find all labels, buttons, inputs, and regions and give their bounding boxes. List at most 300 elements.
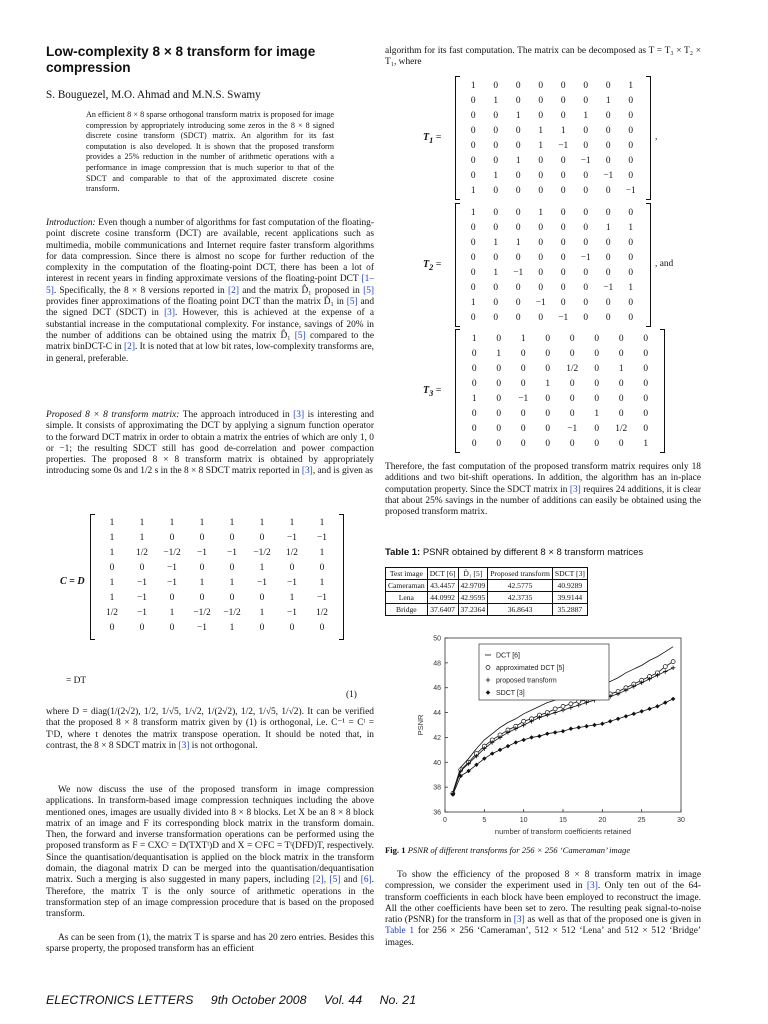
matrix-cell: 0: [538, 252, 544, 263]
matrix-row: [462, 295, 642, 310]
matrix-cell: 0: [259, 532, 265, 543]
matrix-t1-label: $T_1$ =: [423, 132, 442, 145]
ref-link[interactable]: [5]: [294, 330, 306, 341]
ref-link[interactable]: [2]: [228, 285, 239, 296]
matrix-cell: −1: [257, 577, 267, 588]
table-cell: 39.9144: [552, 592, 587, 604]
abstract: An efficient 8 × 8 sparse orthogonal transform matrix is proposed for image compression by appropriately introducing some zeros in the 8 × 8 signed discrete cosine transform (SDCT) matrix. An algorithm for its fast computation is also developed. It is shown that the proposed transform provides a 25% reduction in the number of arithmetic operations with a performance in image compression that is much superior to that of the SDCT and comparable to that of the approximated discrete cosine transform.: [86, 110, 334, 194]
matrix-cell: 0: [229, 562, 235, 573]
matrix-cell: 0: [520, 423, 526, 434]
matrix-cell: 0: [605, 207, 611, 218]
ref-link[interactable]: [2], [5]: [312, 875, 341, 886]
data-point: [522, 719, 526, 723]
psnr-chart: [397, 630, 697, 840]
data-point: [663, 669, 667, 673]
matrix-cell: −1: [317, 592, 327, 603]
data-point: [553, 710, 557, 714]
matrix-cell: 0: [470, 237, 476, 248]
matrix-cell: 1: [560, 125, 566, 136]
matrix-cell: 1: [470, 185, 476, 196]
therefore-paragraph: Therefore, the fast computation of the proposed transform matrix requires only 18 additions and two bit-shift operations. In addition, the algorithm has an in-place computation property. Since the SDCT matrix in [3] requires 24 additions, it is clear that about 25% savings in the number of additions can easily be obtained using the proposed transform matrix.: [385, 462, 702, 518]
matrix-cell: 1: [538, 125, 544, 136]
data-point: [529, 735, 533, 739]
matrix-cell: 0: [493, 297, 499, 308]
matrix-cell: 0: [169, 592, 175, 603]
matrix-row: [462, 250, 642, 265]
matrix-cell: 1: [496, 348, 502, 359]
ref-link[interactable]: [3]: [301, 466, 313, 477]
matrix-row: [462, 108, 642, 123]
y-tick-label: 50: [433, 635, 441, 643]
matrix-cell: 0: [515, 297, 521, 308]
matrix-cell: −1: [535, 297, 546, 308]
data-point: [671, 697, 675, 701]
matrix-row: [462, 331, 658, 346]
matrix-cell: 1: [139, 517, 145, 528]
matrix-cell: 0: [605, 185, 611, 196]
matrix-cell: −1: [137, 577, 147, 588]
matrix-cell: 0: [560, 110, 566, 121]
ref-link[interactable]: [5]: [363, 285, 375, 296]
ref-link[interactable]: [1–5]: [46, 274, 375, 296]
matrix-cell: 0: [643, 333, 649, 344]
matrix-cell: 0: [545, 423, 551, 434]
matrix-cell: 0: [605, 80, 611, 91]
matrix-cell: −1: [317, 532, 327, 543]
matrix-cell: 1: [470, 207, 476, 218]
matrix-cell: 0: [605, 125, 611, 136]
table-header-cell: DCT [6]: [427, 568, 458, 580]
ref-link[interactable]: [5]: [346, 297, 358, 308]
matrix-cell: 1: [109, 547, 115, 558]
matrix-cell: 0: [493, 80, 499, 91]
matrix-cell: 1: [628, 282, 634, 293]
y-axis-label: PSNR: [416, 714, 425, 736]
matrix-row: [97, 575, 337, 590]
table-cell: 43.4457: [427, 580, 458, 592]
data-point: [600, 722, 604, 726]
x-tick-label: 10: [519, 817, 528, 824]
matrix-cell: 0: [605, 237, 611, 248]
matrix-cell: 0: [493, 252, 499, 263]
matrix-cell: −1/2: [163, 547, 181, 558]
matrix-cell: −1: [580, 155, 591, 166]
table-cell: 42.9595: [458, 592, 488, 604]
x-tick-label: 15: [559, 817, 567, 824]
matrix-cell: 0: [493, 155, 499, 166]
matrix-cell: 0: [496, 333, 502, 344]
data-point: [647, 707, 651, 711]
matrix-cell: 0: [471, 378, 477, 389]
ref-link[interactable]: [6]: [360, 875, 372, 886]
matrix-cell: 0: [643, 408, 649, 419]
matrix-cell: 0: [560, 267, 566, 278]
data-point: [553, 730, 557, 734]
table-header-cell: D̂₁ [5]: [458, 568, 488, 580]
matrix-row: [97, 620, 337, 635]
matrix-cell: 0: [628, 237, 634, 248]
ref-link[interactable]: [3]: [178, 740, 190, 751]
matrix-cell: 0: [643, 378, 649, 389]
matrix-cell: 0: [493, 282, 499, 293]
matrix-row: [462, 310, 642, 325]
matrix-cell: 0: [628, 95, 634, 106]
matrix-cell: 0: [560, 80, 566, 91]
matrix-cell: 0: [583, 80, 589, 91]
matrix-cell: 0: [109, 562, 115, 573]
matrix-cell: 0: [643, 393, 649, 404]
data-point: [537, 734, 541, 738]
matrix-cell: 0: [583, 282, 589, 293]
data-point: [521, 723, 525, 727]
matrix-cell: 1: [471, 333, 477, 344]
matrix-c-label: C = D: [60, 576, 85, 587]
matrix-cell: 0: [628, 207, 634, 218]
ref-link[interactable]: [3]: [513, 915, 525, 926]
matrix-cell: 0: [583, 170, 589, 181]
matrix-row: [97, 515, 337, 530]
matrix-cell: 0: [493, 312, 499, 323]
matrix-cell: 0: [628, 125, 634, 136]
where-paragraph: where D = diag(1/(2√2), 1/2, 1/√5, 1/√2, 1/(2√2), 1/2, 1/√5, 1/√2). It can be verified that the proposed 8 × 8 transform matrix given by (1) is orthogonal, i.e. C⁻¹ = Cᵗ = TᵗD, where t denotes the matrix transpose operation. It should be noted that, in contrast, the 8 × 8 SDCT matrix in [3] is not orthogonal.: [46, 707, 374, 751]
matrix-cell: 0: [628, 140, 634, 151]
matrix-cell: 0: [515, 140, 521, 151]
usage-paragraph: We now discuss the use of the proposed transform in image compression applications. In transform-based image compression techniques including the above mentioned ones, images are usually divided into 8 × 8 blocks. Let X be an 8 × 8 block matrix of an image and F its corresponding block matrix in the transform domain. Then, the forward and inverse transformation operations can be performed using the proposed transform as F = CXCᵗ = D(TXTᵗ)D and X = CᵗFC = Tᵗ(DFD)T, respectively. Since the quantisation/dequantisation is applied on the block matrix in the transform domain, the diagonal matrix D can be merged into the quantisation/dequantisation matrix. Such a merging is also suggested in many papers, including [2], [5] and [6]. Therefore, the matrix T is the only source of arithmetic operations in the transformation step of an image compression procedure that is based on the proposed transform.: [46, 785, 374, 920]
matrix-cell: 1: [470, 297, 476, 308]
matrix-cell: −1/2: [193, 607, 211, 618]
matrix-row: [97, 530, 337, 545]
y-tick-label: 46: [433, 685, 441, 693]
matrix-cell: 0: [605, 297, 611, 308]
data-point: [553, 707, 557, 711]
x-tick-label: 30: [677, 817, 685, 824]
figure-caption: Fig. 1 PSNR of different transforms for 256 × 256 ‘Cameraman’ image: [385, 845, 631, 855]
matrix-cell: 0: [496, 363, 502, 374]
data-point: [514, 740, 518, 744]
table-cell: 35.2887: [552, 604, 587, 616]
data-point: [577, 703, 581, 707]
x-tick-label: 20: [598, 817, 607, 824]
matrix-cell: −1: [603, 282, 614, 293]
ref-link[interactable]: [3]: [293, 410, 305, 420]
matrix-cell: 1/2: [106, 607, 118, 618]
matrix-cell: −1: [625, 185, 636, 196]
y-tick-label: 48: [433, 660, 441, 668]
matrix-cell: 0: [605, 267, 611, 278]
matrix-cell: 0: [583, 207, 589, 218]
matrix-cell: 0: [583, 222, 589, 233]
matrix-t1-table: [462, 78, 642, 198]
matrix-cell: 1: [229, 622, 235, 633]
matrix-cell: 1: [520, 333, 526, 344]
matrix-row: [462, 280, 642, 295]
matrix-cell: 1: [199, 577, 205, 588]
issue-number: No. 21: [379, 993, 417, 1007]
matrix-cell: −1: [603, 170, 614, 181]
matrix-row: [462, 361, 658, 376]
matrix-cell: 0: [199, 532, 205, 543]
matrix-row: [462, 123, 642, 138]
table-row: [386, 592, 588, 604]
matrix-cell: 0: [605, 110, 611, 121]
matrix-cell: 0: [538, 222, 544, 233]
matrix-cell: −1: [567, 423, 578, 434]
data-point: [632, 712, 636, 716]
y-tick-label: 36: [433, 809, 441, 817]
matrix-cell: 0: [605, 140, 611, 151]
legend-entry: DCT [6]: [496, 652, 520, 660]
matrix-cell: −1: [167, 577, 177, 588]
matrix-cell: −1: [137, 592, 147, 603]
matrix-cell: 0: [628, 110, 634, 121]
matrix-cell: 0: [515, 282, 521, 293]
matrix-cell: 1: [169, 517, 175, 528]
matrix-cell: 0: [643, 348, 649, 359]
matrix-cell: 0: [319, 622, 325, 633]
matrix-row: [462, 78, 642, 93]
matrix-cell: 1: [538, 207, 544, 218]
matrix-cell: −1: [580, 252, 591, 263]
matrix-cell: 0: [560, 207, 566, 218]
matrix-cell: 1/2: [136, 547, 148, 558]
matrix-cell: 1: [470, 80, 476, 91]
matrix-cell: 0: [520, 348, 526, 359]
matrix-cell: 1: [545, 378, 551, 389]
matrix-cell: 1: [139, 532, 145, 543]
matrix-cell: 1: [515, 110, 521, 121]
matrix-cell: 0: [569, 378, 575, 389]
matrix-cell: 0: [569, 348, 575, 359]
matrix-cell: 1: [493, 237, 499, 248]
matrix-cell: 0: [538, 155, 544, 166]
matrix-cell: 0: [289, 622, 295, 633]
table-cell: 36.8643: [488, 604, 553, 616]
matrix-cell: −1: [227, 547, 237, 558]
matrix-cell: 0: [471, 348, 477, 359]
table-cell: Cameraman: [386, 580, 428, 592]
ref-link[interactable]: [3]: [586, 881, 598, 892]
matrix-cell: 0: [594, 378, 600, 389]
matrix-cell: 0: [471, 408, 477, 419]
matrix-cell: 0: [470, 170, 476, 181]
matrix-row: [462, 183, 642, 198]
matrix-cell: 1: [628, 80, 634, 91]
matrix-cell: 0: [628, 155, 634, 166]
table-row: [386, 604, 588, 616]
matrix-cell: −1: [558, 312, 569, 323]
matrix-row: [462, 436, 658, 451]
matrix-cell: 0: [628, 297, 634, 308]
matrix-cell: 0: [560, 95, 566, 106]
matrix-cell: 0: [643, 363, 649, 374]
table-cell: 44.0992: [427, 592, 458, 604]
matrix-row: [462, 421, 658, 436]
matrix-cell: 0: [560, 155, 566, 166]
eq-dt: = DT: [66, 676, 87, 686]
matrix-cell: 0: [538, 282, 544, 293]
matrix-cell: 0: [605, 312, 611, 323]
x-tick-label: 5: [482, 817, 487, 824]
matrix-cell: 0: [493, 140, 499, 151]
matrix-cell: 0: [496, 378, 502, 389]
matrix-cell: 0: [538, 80, 544, 91]
matrix-c-table: [97, 515, 337, 635]
matrix-cell: 0: [583, 237, 589, 248]
y-tick-label: 42: [433, 734, 441, 742]
matrix-cell: 0: [493, 125, 499, 136]
table-header-row: [386, 568, 588, 580]
matrix-cell: 0: [628, 312, 634, 323]
table-header-cell: Proposed transform: [488, 568, 553, 580]
matrix-cell: 0: [470, 267, 476, 278]
ref-link[interactable]: [2]: [124, 342, 135, 353]
table-cell: Lena: [386, 592, 428, 604]
x-tick-label: 25: [637, 817, 646, 824]
matrix-row: [462, 406, 658, 421]
matrix-cell: 1: [109, 592, 115, 603]
table-cell: 42.9709: [458, 580, 488, 592]
matrix-cell: 0: [618, 378, 624, 389]
matrix-row: [462, 205, 642, 220]
matrix-cell: 0: [470, 282, 476, 293]
data-point: [584, 724, 588, 728]
matrix-cell: 0: [538, 185, 544, 196]
matrix-cell: 0: [538, 110, 544, 121]
matrix-cell: 0: [618, 333, 624, 344]
matrix-cell: 0: [560, 297, 566, 308]
volume: Vol. 44: [324, 993, 363, 1007]
journal-name: ELECTRONICS LETTERS: [46, 993, 194, 1007]
matrix-row: [97, 590, 337, 605]
matrix-row: [462, 153, 642, 168]
matrix-cell: 0: [583, 297, 589, 308]
matrix-cell: 0: [569, 438, 575, 449]
matrix-t3: [423, 329, 701, 455]
matrix-cell: 0: [470, 125, 476, 136]
y-tick-label: 44: [433, 710, 441, 718]
matrix-cell: 0: [583, 185, 589, 196]
matrix-cell: 0: [493, 207, 499, 218]
matrix-cell: 0: [199, 592, 205, 603]
matrix-cell: 0: [560, 237, 566, 248]
matrix-cell: 0: [538, 170, 544, 181]
matrix-t2: $T_2$ = 1 0 0 1 0 0 0 0 0 0 0 0 0 0 1 1 0 1 1 0 0 0 0 0 0 0 0 0 0 −1 0 0 0 1 −1 0 0 0 0 0 0 0 0 0 0 0 −1 1 1 0 0 −1 0 0 0 0 0 0 0 0 −1 0 0 0 , and: [423, 203, 701, 329]
matrix-cell: 0: [471, 438, 477, 449]
matrix-cell: −1: [558, 140, 569, 151]
matrix-cell: 0: [259, 622, 265, 633]
matrix-cell: 0: [496, 438, 502, 449]
matrix-cell: 0: [515, 207, 521, 218]
matrix-t3-grid: [455, 329, 665, 453]
matrix-cell: 0: [605, 155, 611, 166]
decomposition-paragraph: algorithm for its fast computation. The matrix can be decomposed as T = T₃ × T₂ × T₁, where: [385, 46, 701, 68]
matrix-cell: 0: [109, 622, 115, 633]
table-cell: 37.2364: [458, 604, 488, 616]
ref-link[interactable]: [3]: [569, 484, 581, 495]
table-cell: 40.9289: [552, 580, 587, 592]
data-point: [569, 705, 573, 709]
data-point: [592, 723, 596, 727]
matrix-cell: 0: [493, 110, 499, 121]
matrix-row: [462, 346, 658, 361]
matrix-cell: 0: [229, 532, 235, 543]
matrix-cell: 1: [229, 517, 235, 528]
matrix-cell: 0: [594, 393, 600, 404]
matrix-cell: 1/2: [566, 363, 579, 374]
matrix-cell: 0: [470, 140, 476, 151]
matrix-cell: 0: [470, 312, 476, 323]
matrix-cell: 0: [560, 185, 566, 196]
matrix-row: [97, 560, 337, 575]
matrix-cell: 0: [538, 312, 544, 323]
matrix-cell: 0: [545, 393, 551, 404]
matrix-cell: 0: [470, 252, 476, 263]
matrix-cell: 0: [470, 110, 476, 121]
matrix-cell: 0: [139, 562, 145, 573]
matrix-cell: 1: [109, 577, 115, 588]
data-point: [616, 717, 620, 721]
matrix-cell: 0: [560, 252, 566, 263]
matrix-cell: −1: [287, 532, 297, 543]
matrix-cell: 0: [259, 592, 265, 603]
matrix-row: [462, 235, 642, 250]
data-point: [663, 665, 667, 669]
data-point: [577, 725, 581, 729]
equation-number: (1): [346, 690, 357, 700]
matrix-cell: 0: [470, 222, 476, 233]
matrix-cell: 0: [515, 125, 521, 136]
matrix-cell: 1: [319, 547, 325, 558]
matrix-cell: 0: [569, 393, 575, 404]
matrix-cell: 0: [605, 252, 611, 263]
matrix-cell: 1/2: [316, 607, 328, 618]
matrix-cell: 0: [515, 170, 521, 181]
data-point: [561, 729, 565, 733]
matrix-row: [462, 376, 658, 391]
data-point: [561, 708, 565, 712]
matrix-cell: 1: [199, 517, 205, 528]
matrix-cell: 0: [139, 622, 145, 633]
table-header-cell: SDCT [3]: [552, 568, 587, 580]
matrix-cell: 1: [515, 237, 521, 248]
matrix-cell: 0: [471, 363, 477, 374]
matrix-cell: −1: [167, 562, 177, 573]
matrix-c: [46, 514, 374, 664]
matrix-cell: 0: [618, 348, 624, 359]
matrix-cell: 1: [109, 532, 115, 543]
matrix-cell: 1: [493, 95, 499, 106]
matrix-cell: 0: [628, 252, 634, 263]
matrix-cell: 1: [628, 222, 634, 233]
data-point: [671, 660, 675, 664]
table-cell: 42.3735: [488, 592, 553, 604]
matrix-cell: −1/2: [253, 547, 271, 558]
table-link[interactable]: Table 1: [385, 926, 415, 937]
matrix-cell: 1: [594, 408, 600, 419]
matrix-cell: 0: [520, 438, 526, 449]
ref-link[interactable]: [3]: [164, 308, 175, 319]
matrix-cell: 1: [515, 155, 521, 166]
matrix-cell: 1: [583, 110, 589, 121]
sparse-paragraph: As can be seen from (1), the matrix T is sparse and has 20 zero entries. Besides this sparse property, the proposed transform has an efficient: [46, 933, 374, 955]
matrix-cell: 0: [594, 348, 600, 359]
legend-entry: proposed transform: [496, 677, 557, 685]
matrix-t2-table: [462, 205, 642, 325]
matrix-t1-grid: [455, 76, 651, 200]
matrix-cell: 0: [538, 95, 544, 106]
matrix-row: [462, 265, 642, 280]
matrix-cell: 1: [259, 562, 265, 573]
